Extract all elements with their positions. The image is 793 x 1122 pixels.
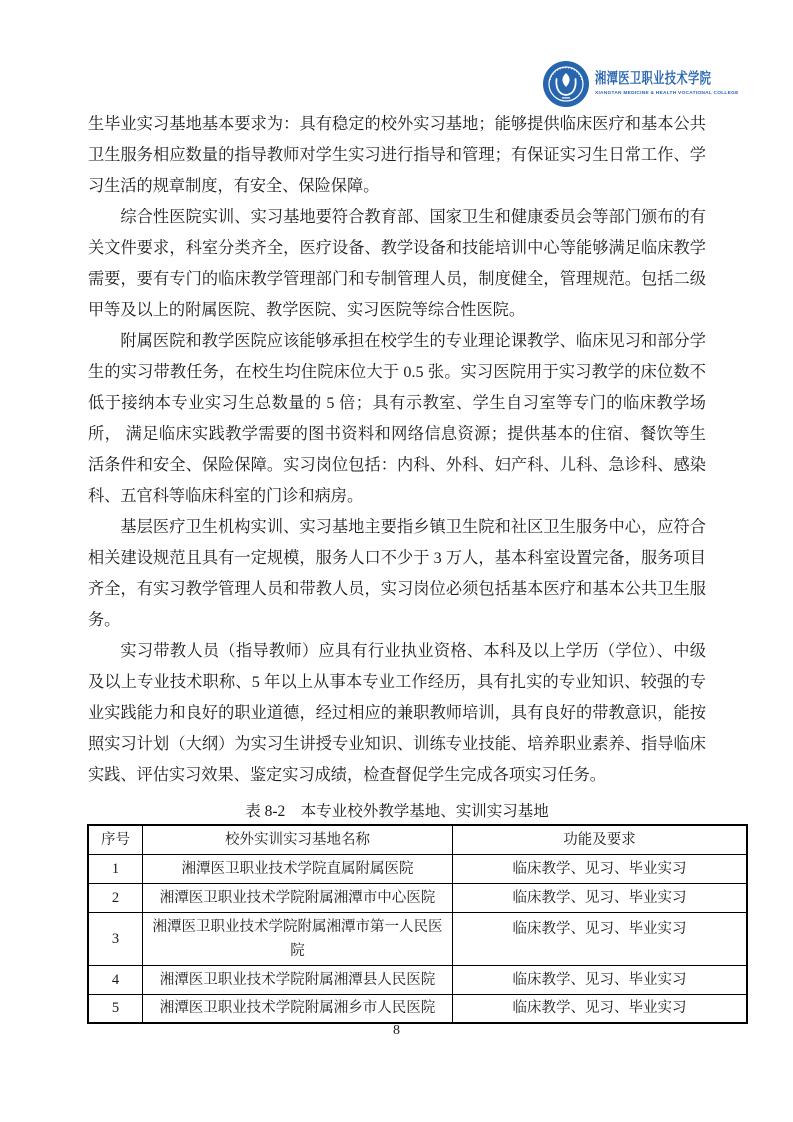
- table-row: [88, 912, 747, 965]
- table-row: [88, 994, 747, 1023]
- cell-serial: 2: [88, 883, 143, 912]
- table-row: [88, 854, 747, 883]
- cell-serial: 5: [88, 994, 143, 1023]
- document-body: [88, 109, 706, 791]
- cell-base-name: 湘潭医卫职业技术学院附属湘潭县人民医院: [143, 965, 453, 994]
- cell-base-name: 湘潭医卫职业技术学院直属附属医院: [143, 854, 453, 883]
- page-number: 8: [393, 1023, 400, 1038]
- external-bases-table: [87, 824, 748, 1024]
- table-header-row: [88, 825, 747, 854]
- table-row: [88, 965, 747, 994]
- column-header-serial: 序号: [88, 825, 143, 854]
- cell-base-name: 湘潭医卫职业技术学院附属湘潭市中心医院: [143, 883, 453, 912]
- column-header-base-name: 校外实训实习基地名称: [143, 825, 453, 854]
- cell-function: 临床教学、见习、毕业实习: [453, 994, 748, 1023]
- cell-serial: 4: [88, 965, 143, 994]
- cell-base-name: 湘潭医卫职业技术学院附属湘潭市第一人民医院: [143, 912, 453, 965]
- cell-base-name: 湘潭医卫职业技术学院附属湘乡市人民医院: [143, 994, 453, 1023]
- table-caption: 表 8-2 本专业校外教学基地、实训实习基地: [245, 803, 549, 820]
- paragraph-affiliated-teaching-hospitals: 附属医院和教学医院应该能够承担在校学生的专业理论课教学、临床见习和部分学生的实习带教任务，在校生均住院床位大于 0.5 张。实习医院用于实习教学的床位数不低于接纳本专业实习生总数量的 5 倍；具有示教室、学生自习室等专门的临床教学场所， 满足临床实践教学需要的图书资料和网络信息资源；提供基本的住宿、餐饮等生活条件和安全、保险保障。实习岗位包括：内科、外科、妇产科、儿科、急诊科、感染科、五官科等临床科室的门诊和病房。: [88, 332, 706, 505]
- cell-function: 临床教学、见习、毕业实习: [453, 912, 748, 965]
- cell-serial: 3: [88, 912, 143, 965]
- college-name-english: XIANGTAN MEDICINE & HEALTH VOCATIONAL COLLEGE: [595, 91, 739, 96]
- college-logo-text: [595, 67, 750, 96]
- cell-function: 临床教学、见习、毕业实习: [453, 965, 748, 994]
- paragraph-general-hospital-bases: 综合性医院实训、实习基地要符合教育部、国家卫生和健康委员会等部门颁布的有关文件要求，科室分类齐全，医疗设备、教学设备和技能培训中心等能够满足临床教学需要，要有专门的临床教学管理部门和专制管理人员，制度健全，管理规范。包括二级甲等及以上的附属医院、教学医院、实习医院等综合性医院。: [88, 208, 706, 319]
- paragraph-internship-instructors: 实习带教人员（指导教师）应具有行业执业资格、本科及以上学历（学位）、中级及以上专业技术职称、5 年以上从事本专业工作经历，具有扎实的专业知识、较强的专业实践能力和良好的职业道德，经过相应的兼职教师培训，具有良好的带教意识，能按照实习计划（大纲）为实习生讲授专业知识、训练专业技能、培养职业素养、指导临床实践、评估实习效果、鉴定实习成绩，检查督促学生完成各项实习任务。: [88, 642, 706, 784]
- college-name-chinese: 湘潭医卫职业技术学院: [595, 71, 712, 87]
- column-header-function: 功能及要求: [453, 825, 748, 854]
- college-logo: [543, 61, 750, 107]
- cell-function: 临床教学、见习、毕业实习: [453, 854, 748, 883]
- paragraph-primary-healthcare-bases: 基层医疗卫生机构实训、实习基地主要指乡镇卫生院和社区卫生服务中心，应符合相关建设规范且具有一定规模，服务人口不少于 3 万人，基本科室设置完备，服务项目齐全，有实习教学管理人员和带教人员，实习岗位必须包括基本医疗和基本公共卫生服务。: [88, 518, 706, 629]
- cell-serial: 1: [88, 854, 143, 883]
- paragraph-internship-base-requirements: 生毕业实习基地基本要求为：具有稳定的校外实习基地；能够提供临床医疗和基本公共卫生服务相应数量的指导教师对学生实习进行指导和管理；有保证实习生日常工作、学习生活的规章制度，有安全、保险保障。: [88, 115, 706, 195]
- table-row: [88, 883, 747, 912]
- college-emblem-icon: [543, 61, 589, 107]
- cell-function: 临床教学、见习、毕业实习: [453, 883, 748, 912]
